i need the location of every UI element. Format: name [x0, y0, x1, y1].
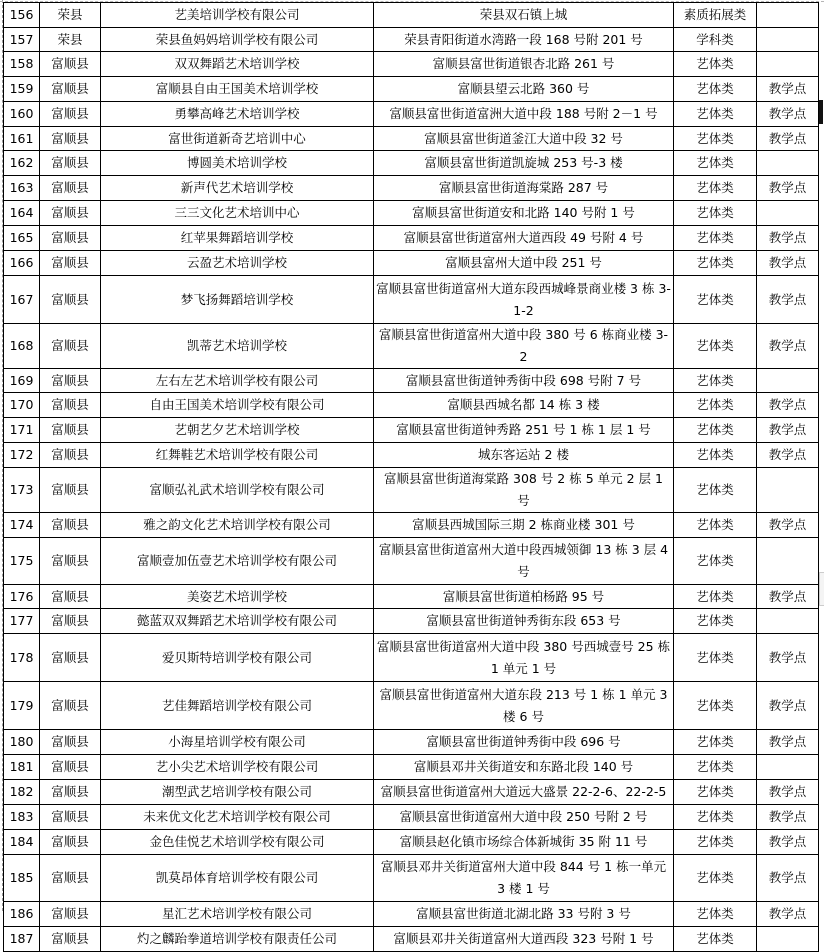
scroll-marker [819, 100, 823, 124]
row-number: 184 [4, 830, 40, 855]
table-row [4, 418, 819, 443]
county-cell: 富顺县 [40, 468, 101, 513]
row-number: 164 [4, 201, 40, 226]
address-cell: 荣县双石镇上城 [374, 3, 674, 28]
row-number: 171 [4, 418, 40, 443]
institution-name-cell: 富顺弘礼武术培训学校有限公司 [101, 468, 374, 513]
row-number: 183 [4, 805, 40, 830]
county-cell: 富顺县 [40, 251, 101, 276]
institution-name-cell: 金色佳悦艺术培训学校有限公司 [101, 830, 374, 855]
county-cell: 荣县 [40, 3, 101, 28]
row-number: 159 [4, 77, 40, 102]
table-row [4, 443, 819, 468]
row-number: 172 [4, 443, 40, 468]
institution-name-cell: 红舞鞋艺术培训学校有限公司 [101, 443, 374, 468]
table-row [4, 682, 819, 730]
county-cell: 富顺县 [40, 369, 101, 393]
category-cell: 艺体类 [674, 201, 757, 226]
category-cell: 艺体类 [674, 927, 757, 952]
address-cell: 富顺县富世街道富州大道远大盛景 22-2-6、22-2-5 [374, 780, 674, 805]
category-cell: 艺体类 [674, 176, 757, 201]
address-cell: 富顺县富世街道钟秀街中段 698 号附 7 号 [374, 369, 674, 393]
note-cell: 教学点 [757, 780, 819, 805]
county-cell: 富顺县 [40, 609, 101, 634]
row-number: 163 [4, 176, 40, 201]
institution-name-cell: 美姿艺术培训学校 [101, 585, 374, 609]
note-cell: 教学点 [757, 251, 819, 276]
institution-name-cell: 双双舞蹈艺术培训学校 [101, 52, 374, 77]
county-cell: 富顺县 [40, 513, 101, 538]
table-row [4, 780, 819, 805]
note-cell: 教学点 [757, 585, 819, 609]
address-cell: 富顺县富世街道海棠路 287 号 [374, 176, 674, 201]
table-row [4, 127, 819, 151]
county-cell: 富顺县 [40, 755, 101, 780]
row-number: 181 [4, 755, 40, 780]
row-number: 166 [4, 251, 40, 276]
category-cell: 素质拓展类 [674, 3, 757, 28]
institution-name-cell: 未来优文化艺术培训学校有限公司 [101, 805, 374, 830]
category-cell: 艺体类 [674, 585, 757, 609]
county-cell: 富顺县 [40, 276, 101, 324]
institution-name-cell: 富顺县自由王国美术培训学校 [101, 77, 374, 102]
note-cell: 教学点 [757, 77, 819, 102]
table-row [4, 151, 819, 176]
category-cell: 艺体类 [674, 102, 757, 127]
note-cell [757, 927, 819, 952]
table-row [4, 927, 819, 952]
table-row [4, 77, 819, 102]
address-cell: 富顺县富世街道富州大道东段 213 号 1 栋 1 单元 3 楼 6 号 [374, 682, 674, 730]
category-cell: 艺体类 [674, 443, 757, 468]
address-cell: 富顺县富世街道柏杨路 95 号 [374, 585, 674, 609]
institution-name-cell: 灼之麟跆拳道培训学校有限责任公司 [101, 927, 374, 952]
category-cell: 艺体类 [674, 77, 757, 102]
note-cell: 教学点 [757, 418, 819, 443]
county-cell: 富顺县 [40, 902, 101, 927]
row-number: 178 [4, 634, 40, 682]
note-cell [757, 52, 819, 77]
address-cell: 富顺县富世街道富州大道西段 49 号附 4 号 [374, 226, 674, 251]
category-cell: 艺体类 [674, 52, 757, 77]
institution-name-cell: 星汇艺术培训学校有限公司 [101, 902, 374, 927]
address-cell: 富顺县望云北路 360 号 [374, 77, 674, 102]
row-number: 157 [4, 28, 40, 52]
address-cell: 富顺县富世街道钟秀街中段 696 号 [374, 730, 674, 755]
county-cell: 富顺县 [40, 585, 101, 609]
county-cell: 富顺县 [40, 830, 101, 855]
institution-name-cell: 博圆美术培训学校 [101, 151, 374, 176]
county-cell: 富顺县 [40, 780, 101, 805]
table-row [4, 585, 819, 609]
note-cell [757, 28, 819, 52]
table-row [4, 276, 819, 324]
county-cell: 富顺县 [40, 634, 101, 682]
county-cell: 富顺县 [40, 151, 101, 176]
table-row [4, 226, 819, 251]
category-cell: 艺体类 [674, 830, 757, 855]
address-cell: 富顺县富世街道安和北路 140 号附 1 号 [374, 201, 674, 226]
note-cell: 教学点 [757, 276, 819, 324]
note-cell [757, 151, 819, 176]
institution-name-cell: 艺佳舞蹈培训学校有限公司 [101, 682, 374, 730]
note-cell [757, 3, 819, 28]
row-number: 165 [4, 226, 40, 251]
row-number: 176 [4, 585, 40, 609]
address-cell: 富顺县富世街道海棠路 308 号 2 栋 5 单元 2 层 1 号 [374, 468, 674, 513]
row-number: 177 [4, 609, 40, 634]
county-cell: 富顺县 [40, 855, 101, 902]
institution-name-cell: 荣县鱼妈妈培训学校有限公司 [101, 28, 374, 52]
address-cell: 富顺县富世街道釜江大道中段 32 号 [374, 127, 674, 151]
row-number: 185 [4, 855, 40, 902]
row-number: 173 [4, 468, 40, 513]
address-cell: 富顺县富世街道富州大道东段西城峰景商业楼 3 栋 3-1-2 [374, 276, 674, 324]
address-cell: 富顺县富世街道钟秀街东段 653 号 [374, 609, 674, 634]
address-cell: 富顺县邓井关街道富州大道西段 323 号附 1 号 [374, 927, 674, 952]
row-number: 167 [4, 276, 40, 324]
category-cell: 艺体类 [674, 755, 757, 780]
county-cell: 富顺县 [40, 443, 101, 468]
row-number: 187 [4, 927, 40, 952]
row-number: 160 [4, 102, 40, 127]
note-cell: 教学点 [757, 127, 819, 151]
address-cell: 富顺县富世街道钟秀路 251 号 1 栋 1 层 1 号 [374, 418, 674, 443]
institution-name-cell: 懿蓝双双舞蹈艺术培训学校有限公司 [101, 609, 374, 634]
institution-name-cell: 艺小尖艺术培训学校有限公司 [101, 755, 374, 780]
category-cell: 艺体类 [674, 730, 757, 755]
category-cell: 艺体类 [674, 902, 757, 927]
note-cell: 教学点 [757, 830, 819, 855]
county-cell: 富顺县 [40, 805, 101, 830]
institution-name-cell: 自由王国美术培训学校有限公司 [101, 393, 374, 418]
table-row [4, 634, 819, 682]
row-number: 168 [4, 324, 40, 369]
county-cell: 富顺县 [40, 77, 101, 102]
county-cell: 富顺县 [40, 226, 101, 251]
table-row [4, 513, 819, 538]
institution-name-cell: 小海星培训学校有限公司 [101, 730, 374, 755]
row-number: 169 [4, 369, 40, 393]
county-cell: 富顺县 [40, 102, 101, 127]
county-cell: 富顺县 [40, 201, 101, 226]
institution-table [3, 2, 819, 952]
table-row [4, 3, 819, 28]
county-cell: 富顺县 [40, 730, 101, 755]
category-cell: 学科类 [674, 28, 757, 52]
institution-name-cell: 梦飞扬舞蹈培训学校 [101, 276, 374, 324]
category-cell: 艺体类 [674, 855, 757, 902]
county-cell: 富顺县 [40, 538, 101, 585]
row-number: 158 [4, 52, 40, 77]
note-cell: 教学点 [757, 324, 819, 369]
address-cell: 富顺县富世街道富洲大道中段 188 号附 2－1 号 [374, 102, 674, 127]
table-row [4, 369, 819, 393]
table-row [4, 830, 819, 855]
category-cell: 艺体类 [674, 634, 757, 682]
category-cell: 艺体类 [674, 418, 757, 443]
institution-name-cell: 红苹果舞蹈培训学校 [101, 226, 374, 251]
institution-name-cell: 富顺壹加伍壹艺术培训学校有限公司 [101, 538, 374, 585]
address-cell: 城东客运站 2 楼 [374, 443, 674, 468]
table-row [4, 201, 819, 226]
address-cell: 富顺县富世街道凯旋城 253 号-3 楼 [374, 151, 674, 176]
row-number: 156 [4, 3, 40, 28]
category-cell: 艺体类 [674, 805, 757, 830]
county-cell: 富顺县 [40, 393, 101, 418]
table-row [4, 251, 819, 276]
institution-name-cell: 左右左艺术培训学校有限公司 [101, 369, 374, 393]
county-cell: 荣县 [40, 28, 101, 52]
institution-name-cell: 凯莫昂体育培训学校有限公司 [101, 855, 374, 902]
row-number: 170 [4, 393, 40, 418]
address-cell: 富顺县富世街道富州大道中段 380 号 6 栋商业楼 3-2 [374, 324, 674, 369]
category-cell: 艺体类 [674, 513, 757, 538]
note-cell: 教学点 [757, 226, 819, 251]
note-cell: 教学点 [757, 513, 819, 538]
category-cell: 艺体类 [674, 468, 757, 513]
note-cell [757, 538, 819, 585]
table-row [4, 393, 819, 418]
institution-name-cell: 艺朝艺夕艺术培训学校 [101, 418, 374, 443]
address-cell: 富顺县西城国际三期 2 栋商业楼 301 号 [374, 513, 674, 538]
note-cell: 教学点 [757, 682, 819, 730]
note-cell: 教学点 [757, 443, 819, 468]
institution-name-cell: 艺美培训学校有限公司 [101, 3, 374, 28]
county-cell: 富顺县 [40, 127, 101, 151]
category-cell: 艺体类 [674, 127, 757, 151]
institution-name-cell: 雅之韵文化艺术培训学校有限公司 [101, 513, 374, 538]
county-cell: 富顺县 [40, 52, 101, 77]
table-row [4, 102, 819, 127]
table-row [4, 902, 819, 927]
address-cell: 富顺县富世街道富州大道中段西城领御 13 栋 3 层 4 号 [374, 538, 674, 585]
county-cell: 富顺县 [40, 418, 101, 443]
table-row [4, 755, 819, 780]
note-cell: 教学点 [757, 855, 819, 902]
address-cell: 富顺县富世街道富州大道中段 380 号西城壹号 25 栋 1 单元 1 号 [374, 634, 674, 682]
note-cell [757, 369, 819, 393]
row-number: 162 [4, 151, 40, 176]
category-cell: 艺体类 [674, 226, 757, 251]
row-number: 175 [4, 538, 40, 585]
address-cell: 富顺县富世街道银杏北路 261 号 [374, 52, 674, 77]
address-cell: 富顺县富世街道北湖北路 33 号附 3 号 [374, 902, 674, 927]
table-row [4, 468, 819, 513]
note-cell [757, 201, 819, 226]
table-row [4, 28, 819, 52]
category-cell: 艺体类 [674, 538, 757, 585]
side-scroll-tab[interactable] [819, 572, 824, 606]
note-cell [757, 609, 819, 634]
address-cell: 富顺县富世街道富州大道中段 250 号附 2 号 [374, 805, 674, 830]
table-row [4, 52, 819, 77]
note-cell: 教学点 [757, 902, 819, 927]
institution-name-cell: 富世街道新奇艺培训中心 [101, 127, 374, 151]
address-cell: 富顺县邓井关街道富州大道中段 844 号 1 栋一单元 3 楼 1 号 [374, 855, 674, 902]
institution-name-cell: 三三文化艺术培训中心 [101, 201, 374, 226]
institution-name-cell: 凯蒂艺术培训学校 [101, 324, 374, 369]
table-body [4, 3, 819, 952]
county-cell: 富顺县 [40, 927, 101, 952]
row-number: 161 [4, 127, 40, 151]
table-row [4, 805, 819, 830]
category-cell: 艺体类 [674, 393, 757, 418]
table-row [4, 855, 819, 902]
address-cell: 富顺县富州大道中段 251 号 [374, 251, 674, 276]
county-cell: 富顺县 [40, 682, 101, 730]
note-cell [757, 468, 819, 513]
institution-name-cell: 勇攀高峰艺术培训学校 [101, 102, 374, 127]
table-row [4, 176, 819, 201]
note-cell: 教学点 [757, 176, 819, 201]
county-cell: 富顺县 [40, 324, 101, 369]
row-number: 180 [4, 730, 40, 755]
institution-name-cell: 潮型武艺培训学校有限公司 [101, 780, 374, 805]
category-cell: 艺体类 [674, 609, 757, 634]
row-number: 179 [4, 682, 40, 730]
county-cell: 富顺县 [40, 176, 101, 201]
category-cell: 艺体类 [674, 276, 757, 324]
note-cell [757, 755, 819, 780]
address-cell: 荣县青阳街道水湾路一段 168 号附 201 号 [374, 28, 674, 52]
row-number: 174 [4, 513, 40, 538]
category-cell: 艺体类 [674, 682, 757, 730]
note-cell: 教学点 [757, 393, 819, 418]
note-cell: 教学点 [757, 102, 819, 127]
note-cell: 教学点 [757, 730, 819, 755]
address-cell: 富顺县西城名都 14 栋 3 楼 [374, 393, 674, 418]
table-row [4, 538, 819, 585]
category-cell: 艺体类 [674, 369, 757, 393]
category-cell: 艺体类 [674, 324, 757, 369]
row-number: 186 [4, 902, 40, 927]
address-cell: 富顺县赵化镇市场综合体新城街 35 附 11 号 [374, 830, 674, 855]
note-cell: 教学点 [757, 634, 819, 682]
institution-name-cell: 爱贝斯特培训学校有限公司 [101, 634, 374, 682]
category-cell: 艺体类 [674, 151, 757, 176]
address-cell: 富顺县邓井关街道安和东路北段 140 号 [374, 755, 674, 780]
institution-name-cell: 云盈艺术培训学校 [101, 251, 374, 276]
row-number: 182 [4, 780, 40, 805]
category-cell: 艺体类 [674, 780, 757, 805]
table-row [4, 324, 819, 369]
note-cell: 教学点 [757, 805, 819, 830]
institution-name-cell: 新声代艺术培训学校 [101, 176, 374, 201]
category-cell: 艺体类 [674, 251, 757, 276]
table-row [4, 730, 819, 755]
table-row [4, 609, 819, 634]
